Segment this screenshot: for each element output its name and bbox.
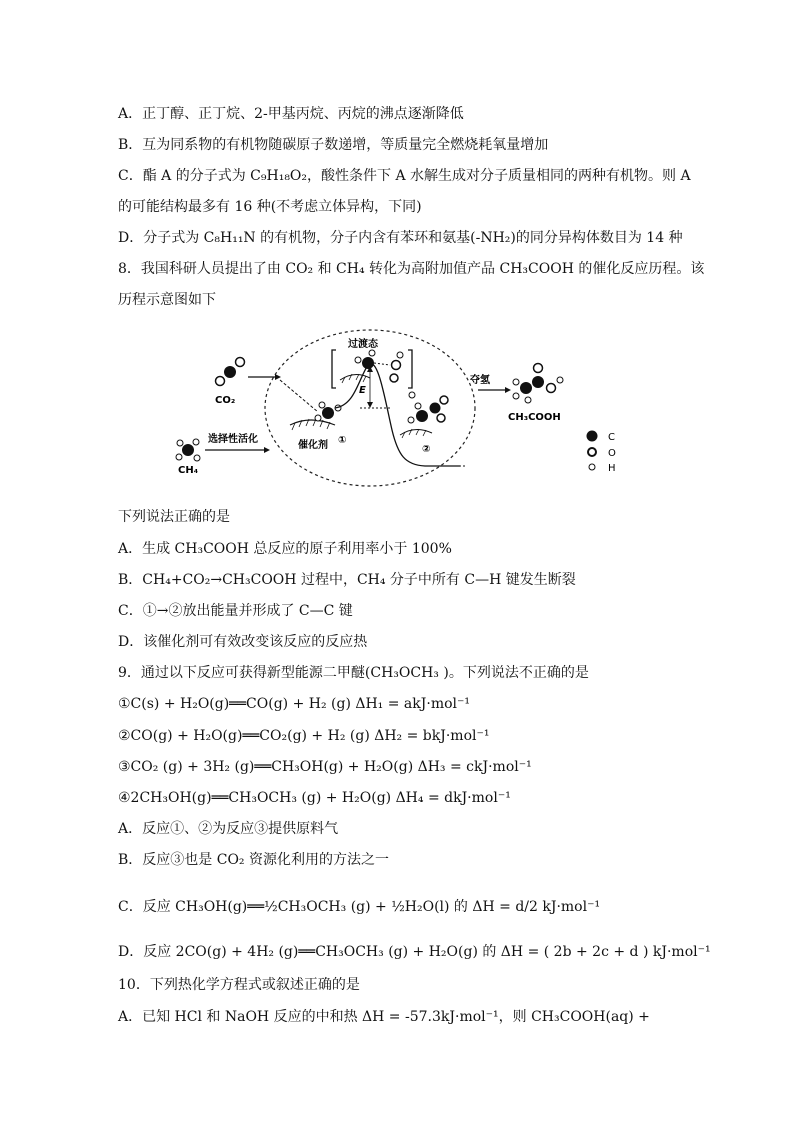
q9-reaction-3: ③CO₂ (g) + 3H₂ (g)══CH₃OH(g) + H₂O(g) ΔH₃ = ckJ·mol⁻¹: [118, 759, 532, 775]
q8-stem-line2: 历程示意图如下: [118, 292, 216, 308]
legend-carbon-label: C: [608, 432, 615, 443]
transition-state-label: 过渡态: [348, 339, 378, 350]
selective-activation-label: 选择性活化: [208, 434, 258, 445]
q8-ask: 下列说法正确的是: [118, 509, 230, 525]
step2-label: ②: [422, 444, 431, 455]
q9-option-d: D．反应 2CO(g) + 4H₂ (g)══CH₃OCH₃ (g) + H₂O(g) 的 ΔH = ( 2b + 2c + d ) kJ·mol⁻¹: [118, 944, 711, 960]
dashed-arrow: [280, 380, 318, 412]
legend-oxygen-marker: [588, 448, 596, 456]
q9-option-b: B．反应③也是 CO₂ 资源化利用的方法之一: [118, 852, 389, 868]
step1-label: ①: [338, 435, 347, 446]
q10-option-a: A．已知 HCl 和 NaOH 反应的中和热 ΔH = -57.3kJ·mol⁻¹，则 CH₃COOH(aq) +: [118, 1009, 650, 1025]
co2-molecule: [216, 358, 245, 386]
ch4-label: CH₄: [178, 465, 199, 476]
take-h-label: 夺氢: [470, 375, 490, 386]
q9-reaction-2: ②CO(g) + H₂O(g)══CO₂(g) + H₂ (g) ΔH₂ = bkJ·mol⁻¹: [118, 728, 490, 744]
legend-hydrogen-label: H: [608, 463, 616, 474]
q8-stem-line1: 8．我国科研人员提出了由 CO₂ 和 CH₄ 转化为高附加值产品 CH₃COOH 的催化反应历程。该: [118, 261, 705, 277]
q9-option-c: C．反应 CH₃OH(g)══½CH₃OCH₃ (g) + ½H₂O(l) 的 ΔH = d/2 kJ·mol⁻¹: [118, 899, 601, 915]
q8-option-c: C．①→②放出能量并形成了 C—C 键: [118, 603, 353, 619]
co2-label: CO₂: [215, 395, 236, 406]
legend-oxygen-label: O: [608, 448, 616, 459]
catalyst-label: 催化剂: [298, 440, 328, 451]
ch3cooh-molecule: [513, 364, 563, 404]
q7-option-a: A．正丁醇、正丁烷、2-甲基丙烷、丙烷的沸点逐渐降低: [118, 106, 464, 122]
q7-option-b: B．互为同系物的有机物随碳原子数递增，等质量完全燃烧耗氧量增加: [118, 137, 549, 153]
q7-option-c-line1: C．酯 A 的分子式为 C₉H₁₈O₂，酸性条件下 A 水解生成对分子质量相同的两种有机物。则 A: [118, 168, 691, 184]
reaction-mechanism-diagram: [160, 320, 630, 490]
legend-hydrogen-marker: [589, 464, 595, 470]
q9-option-a: A．反应①、②为反应③提供原料气: [118, 821, 339, 837]
q9-stem: 9．通过以下反应可获得新型能源二甲醚(CH₃OCH₃ )。下列说法不正确的是: [118, 665, 589, 681]
q7-option-c-line2: 的可能结构最多有 16 种(不考虑立体异构，下同): [118, 199, 422, 215]
product-label: CH₃COOH: [508, 412, 561, 423]
q7-option-d: D．分子式为 C₈H₁₁N 的有机物，分子内含有苯环和氨基(-NH₂)的同分异构体数目为 14 种: [118, 230, 683, 246]
ch4-molecule: [176, 439, 200, 461]
q8-option-b: B．CH₄+CO₂→CH₃COOH 过程中，CH₄ 分子中所有 C—H 键发生断裂: [118, 572, 576, 588]
q10-stem: 10．下列热化学方程式或叙述正确的是: [118, 977, 360, 993]
q8-option-d: D．该催化剂可有效改变该反应的反应热: [118, 634, 368, 650]
q9-reaction-1: ①C(s) + H₂O(g)══CO(g) + H₂ (g) ΔH₁ = akJ·mol⁻¹: [118, 696, 470, 712]
q9-reaction-4: ④2CH₃OH(g)══CH₃OCH₃ (g) + H₂O(g) ΔH₄ = dkJ·mol⁻¹: [118, 790, 511, 806]
q8-option-a: A．生成 CH₃COOH 总反应的原子利用率小于 100%: [118, 541, 452, 557]
activation-energy-label: E: [359, 385, 366, 396]
catalyst-surface-1: [290, 420, 335, 425]
legend-carbon-marker: [587, 431, 598, 442]
